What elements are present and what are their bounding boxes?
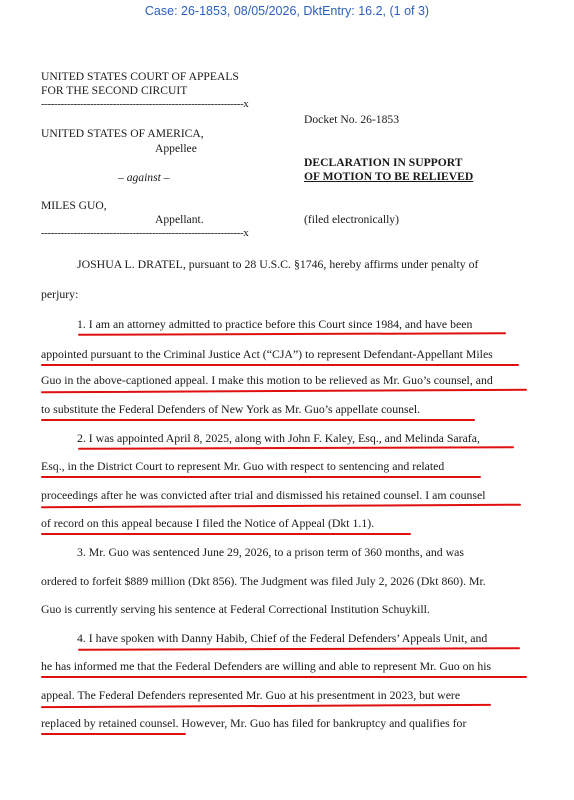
- red-underline-mark: [78, 647, 520, 651]
- paragraph-2-line: of record on this appeal because I filed the Notice of Appeal (Dkt 1.1).: [41, 516, 375, 530]
- against-label: – against –: [118, 171, 170, 184]
- defendant-name: MILES GUO,: [41, 199, 107, 212]
- red-underline-mark: [41, 476, 481, 478]
- red-underline-mark: [41, 389, 527, 394]
- paragraph-2-line: Esq., in the District Court to represent Mr. Guo with respect to sentencing and related: [41, 459, 445, 473]
- red-underline-mark: [41, 533, 411, 535]
- paragraph-1-line: appointed pursuant to the Criminal Justice Act (“CJA”) to represent Defendant-Appellant Miles: [41, 347, 493, 361]
- docket-number: Docket No. 26-1853: [304, 113, 399, 126]
- caption-rule-bottom: --------------------------------------------------------------x: [41, 227, 249, 239]
- paragraph-4-line: he has informed me that the Federal Defenders are willing and able to represent Mr. Guo on his: [41, 659, 492, 673]
- paragraph-3-line: ordered to forfeit $889 million (Dkt 856). The Judgment was filed July 2, 2026 (Dkt 860). Mr.: [41, 574, 486, 588]
- paragraph-4-line: appeal. The Federal Defenders represented Mr. Guo at his presentment in 2023, but were: [41, 688, 461, 702]
- paragraph-1-line: 1. I am an attorney admitted to practice before this Court since 1984, and have been: [77, 317, 473, 331]
- paragraph-1-line: Guo in the above-captioned appeal. I make this motion to be relieved as Mr. Guo’s counsel, and: [41, 373, 493, 387]
- red-underline-mark: [41, 504, 521, 509]
- paragraph-3-line: 3. Mr. Guo was sentenced June 29, 2026, to a prison term of 360 months, and was: [77, 545, 464, 559]
- red-underline-mark: [41, 676, 527, 678]
- plaintiff-name: UNITED STATES OF AMERICA,: [41, 127, 204, 140]
- paragraph-4-line: replaced by retained counsel. However, Mr. Guo has filed for bankruptcy and qualifies for: [41, 716, 467, 730]
- paragraph-4-line: 4. I have spoken with Danny Habib, Chief of the Federal Defenders’ Appeals Unit, and: [77, 631, 488, 645]
- red-underline-mark: [41, 704, 491, 708]
- court-name-line1: UNITED STATES COURT OF APPEALS: [41, 70, 239, 83]
- document-title-line2: OF MOTION TO BE RELIEVED: [304, 170, 474, 183]
- red-underline-mark: [41, 733, 186, 735]
- ecf-header-banner: Case: 26-1853, 08/05/2026, DktEntry: 16.2, (1 of 3): [144, 4, 430, 18]
- caption-rule-top: --------------------------------------------------------------x: [41, 98, 249, 110]
- filing-note: (filed electronically): [304, 213, 399, 226]
- paragraph-2-line: 2. I was appointed April 8, 2025, along with John F. Kaley, Esq., and Melinda Sarafa,: [77, 431, 480, 445]
- defendant-role: Appellant.: [155, 213, 204, 226]
- paragraph-1-line: to substitute the Federal Defenders of New York as Mr. Guo’s appellate counsel.: [41, 402, 421, 416]
- red-underline-mark: [78, 446, 514, 450]
- intro-line: perjury:: [41, 287, 79, 301]
- plaintiff-role: Appellee: [155, 142, 197, 155]
- court-name-line2: FOR THE SECOND CIRCUIT: [41, 84, 188, 97]
- intro-line: JOSHUA L. DRATEL, pursuant to 28 U.S.C. §1746, hereby affirms under penalty of: [77, 257, 479, 271]
- red-underline-mark: [41, 364, 519, 366]
- red-underline-mark: [78, 332, 506, 335]
- paragraph-2-line: proceedings after he was convicted after trial and dismissed his retained counsel. I am counsel: [41, 488, 486, 502]
- paragraph-3-line: Guo is currently serving his sentence at Federal Correctional Institution Schuykill.: [41, 602, 430, 616]
- red-underline-mark: [41, 419, 475, 421]
- document-title-line1: DECLARATION IN SUPPORT: [304, 156, 463, 169]
